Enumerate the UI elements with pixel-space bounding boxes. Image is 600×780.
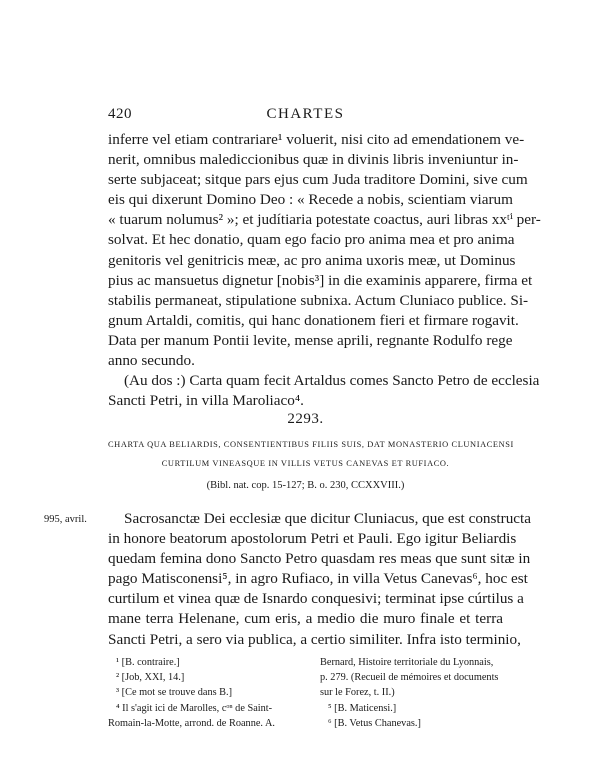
- footnote: ¹ [B. contraire.]: [116, 657, 180, 668]
- charter-rubric: CHARTA QUA BELIARDIS, CONSENTIENTIBUS FILIIS SUIS, DAT MONASTERIO CLUNIACENSI: [108, 440, 514, 449]
- body-line: « tuarum nolumus² »; et judítiaria potestate coactus, auri libras xxᵗⁱ per-: [108, 211, 541, 229]
- charter-line: Sancti Petri, a sero via publica, a certio similiter. Infra isto terminio,: [108, 630, 521, 648]
- body-line: Data per manum Pontii levite, mense aprili, regnante Rodulfo rege: [108, 331, 513, 349]
- charter-number: 2293.: [287, 411, 324, 427]
- footnote-continuation: sur le Forez, t. II.): [320, 687, 395, 699]
- running-title: CHARTES: [266, 106, 345, 122]
- body-line: genitoris vel genitricis meæ, ac pro anima uxoris meæ, ut Dominus: [108, 251, 516, 269]
- footnotes-right-column: [320, 655, 503, 731]
- charter-line: quedam femina dono Sancto Petro quasdam res meas que sunt sitæ in: [108, 550, 531, 568]
- running-head: [108, 106, 503, 126]
- body-line: stabilis permaneat, stipulatione subnixa. Actum Cluniaco publice. Si-: [108, 291, 529, 309]
- body-line: pius ac mansuetus dignetur [nobis³] in die examinis apparere, firma et: [108, 271, 533, 289]
- body-line: eis qui dixerunt Domino Deo : « Recede a nobis, scientiam viarum: [108, 191, 513, 209]
- footnote-continuation: p. 279. (Recueil de mémoires et documents: [320, 672, 499, 684]
- charter-line: in honore beatorum apostolorum Petri et Pauli. Ego igitur Beliardis: [108, 530, 517, 548]
- charter-line: Sacrosanctæ Dei ecclesiæ que dicitur Cluniacus, que est constructa: [124, 510, 531, 527]
- charter-rubric: CURTILUM VINEASQUE IN VILLIS VETUS CANEVAS ET RUFIACO.: [161, 459, 450, 468]
- body-line: solvat. Et hec donatio, quam ego facio pro anima mea et pro anima: [108, 231, 515, 249]
- charter-text: [108, 509, 531, 650]
- body-line: gnum Artaldi, comitis, qui hanc donationem fieri et firmare rogavit.: [108, 311, 519, 329]
- footnote: ² [Job, XXI, 14.]: [116, 672, 185, 684]
- dorsal-note-line: (Au dos :) Carta quam fecit Artaldus comes Sancto Petro de ecclesia: [124, 372, 540, 390]
- source-reference: (Bibl. nat. cop. 15-127; B. o. 230, CCXXVIII.): [206, 480, 405, 491]
- marginal-date: 995, avril.: [44, 514, 87, 525]
- charter-line: curtilum et vinea quæ de Isnardo conquesivi; terminat ipse cúrtilus a: [108, 590, 524, 608]
- body-line: serte subjaceat; sitque pars ejus cum Juda traditore Domini, sive cum: [108, 171, 528, 189]
- dorsal-note-line: Sancti Petri, in villa Maroliaco⁴.: [108, 392, 304, 410]
- page-number: 420: [108, 106, 132, 122]
- body-line: anno secundo.: [108, 352, 195, 370]
- charter-line: mane terra Helenane, cum eris, a medio die muro finale et terra: [108, 610, 503, 628]
- footnotes-left-column: [108, 655, 312, 731]
- footnote: ⁴ Il s'agit ici de Marolles, cᵒⁿ de Saint-: [116, 702, 273, 714]
- footnote: ⁶ [B. Vetus Chanevas.]: [328, 717, 421, 729]
- body-line: nerit, omnibus malediccionibus quæ in divinis libris inveniuntur in-: [108, 151, 519, 169]
- footnote-continuation: Bernard, Histoire territoriale du Lyonnais,: [320, 657, 494, 668]
- footnote-continuation: Romain-la-Motte, arrond. de Roanne. A.: [108, 717, 275, 729]
- footnote: ⁵ [B. Maticensi.]: [328, 702, 397, 714]
- footnote: ³ [Ce mot se trouve dans B.]: [116, 687, 233, 699]
- charter-line: pago Matisconensi⁵, in agro Rufiaco, in villa Vetus Canevas⁶, hoc est: [108, 570, 528, 588]
- body-line: inferre vel etiam contrariare¹ voluerit, nisi cito ad emendationem ve-: [108, 131, 525, 148]
- previous-charter-ending: [108, 130, 541, 411]
